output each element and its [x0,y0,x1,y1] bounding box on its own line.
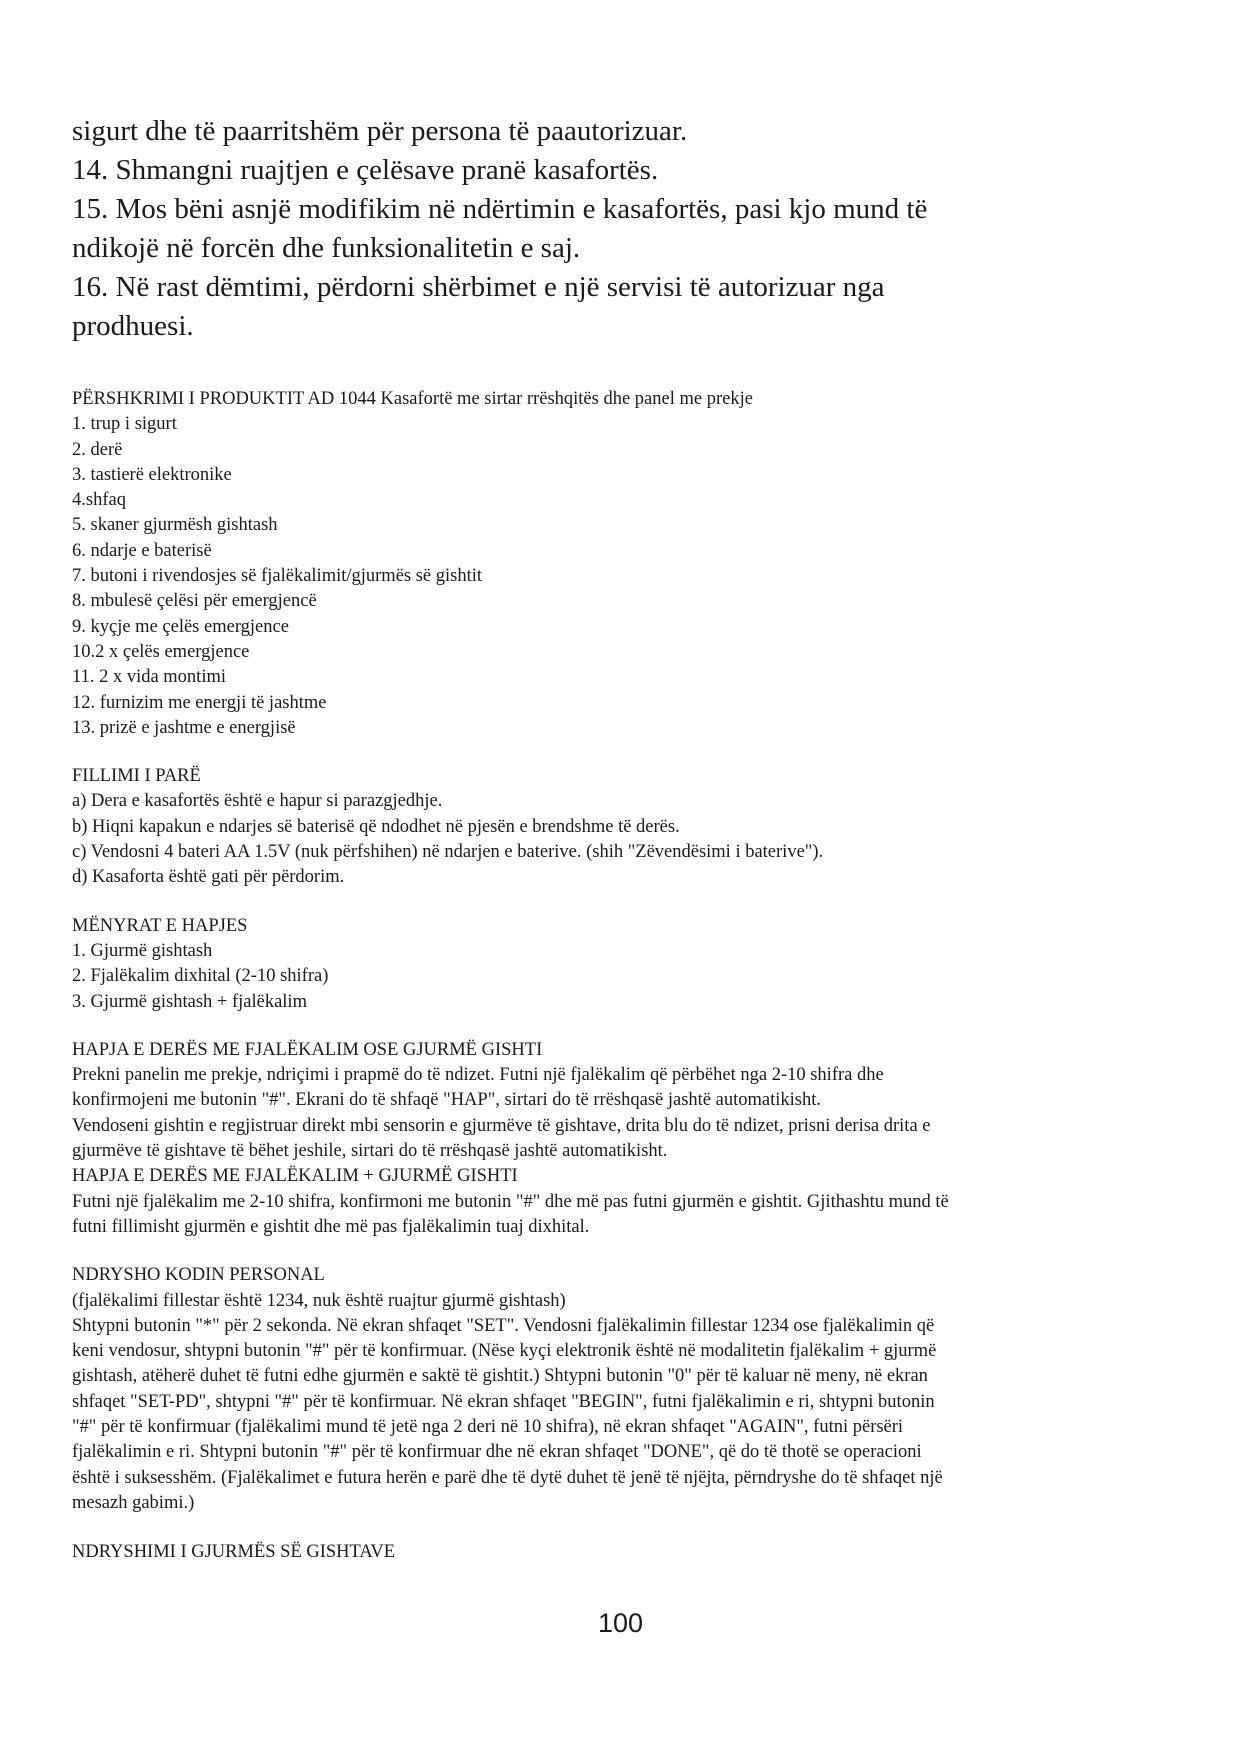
open-password-and-fingerprint-section [72,1164,1182,1240]
intro-line: 16. Në rast dëmtimi, përdorni shërbimet e një servisi të autorizuar nga [72,271,885,303]
list-item: 11. 2 x vida montimi [72,667,226,688]
paragraph-line: shfaqet "SET-PD", shtypni "#" për të konfirmuar. Në ekran shfaqet "BEGIN", futni fjalëkalimin e ri, shtypni butonin [72,1391,935,1412]
list-item: 13. prizë e jashtme e energjisë [72,717,296,738]
intro-line: ndikojë në forcën dhe funksionalitetin e saj. [72,232,581,264]
page-number: 100 [597,1608,644,1638]
product-description-section [72,387,1182,741]
paragraph-line: keni vendosur, shtypni butonin "#" për të konfirmuar. (Nëse kyçi elektronik është në modalitetin fjalëkalim + gjurmë [72,1341,937,1362]
list-item: 7. butoni i rivendosjes së fjalëkalimit/gjurmës së gishtit [72,566,483,587]
paragraph-line: Futni një fjalëkalim me 2-10 shifra, konfirmoni me butonin "#" dhe më pas futni gjurmën e gishtit. Gjithashtu mund të [72,1191,949,1212]
list-item: 1. Gjurmë gishtash [72,940,213,961]
paragraph-line: Prekni panelin me prekje, ndriçimi i prapmë do të ndizet. Futni një fjalëkalim që përbëhet nga 2-10 shifra dhe [72,1065,884,1086]
paragraph-line: "#" për të konfirmuar (fjalëkalimi mund të jetë nga 2 deri në 10 shifra), në ekran shfaqet "AGAIN", futni përsëri [72,1416,904,1437]
section-subheading: (fjalëkalimi fillestar është 1234, nuk është ruajtur gjurmë gishtash) [72,1290,566,1311]
section-heading: FILLIMI I PARË [72,766,201,787]
list-item: d) Kasaforta është gati për përdorim. [72,867,345,888]
intro-line: prodhuesi. [72,310,194,342]
list-item: 6. ndarje e baterisë [72,540,212,561]
list-item: 8. mbulesë çelësi për emergjencë [72,591,317,612]
intro-line: 15. Mos bëni asnjë modifikim në ndërtimin e kasafortës, pasi kjo mund të [72,193,928,225]
list-item: 12. furnizim me energji të jashtme [72,692,327,713]
first-use-section [72,764,1182,890]
list-item: 2. Fjalëkalim dixhital (2-10 shifra) [72,966,329,987]
paragraph-line: konfirmojeni me butonin "#". Ekrani do të shfaqë "HAP", sirtari do të rrëshqasë jashtë automatikisht. [72,1090,821,1111]
paragraph-line: është i suksesshëm. (Fjalëkalimet e futura herën e parë dhe të dytë duhet të jenë të njëjta, përndryshe do të shfaqet një [72,1467,943,1488]
section-heading: NDRYSHIMI I GJURMËS SË GISHTAVE [72,1542,395,1563]
list-item: 10.2 x çelës emergjence [72,641,250,662]
open-password-or-fingerprint-section [72,1038,1182,1164]
list-item: 4.shfaq [72,490,126,511]
section-heading: NDRYSHO KODIN PERSONAL [72,1265,325,1286]
section-heading: PËRSHKRIMI I PRODUKTIT AD 1044 Kasafortë me sirtar rrëshqitës dhe panel me prekje [72,389,753,409]
paragraph-line: Vendoseni gishtin e regjistruar direkt mbi sensorin e gjurmëve të gishtave, drita blu do të ndizet, prisni derisa drita e [72,1115,931,1136]
list-item: 5. skaner gjurmësh gishtash [72,515,278,536]
paragraph-line: gishtash, atëherë duhet të futni edhe gjurmën e saktë të gishtit.) Shtypni butonin "0" për të kaluar në meny, në ekran [72,1366,928,1387]
intro-line: 14. Shmangni ruajtjen e çelësave pranë kasafortës. [72,154,659,186]
paragraph-line: gjurmëve të gishtave të bëhet jeshile, sirtari do të rrëshqasë jashtë automatikisht. [72,1141,668,1162]
paragraph-line: mesazh gabimi.) [72,1492,195,1513]
list-item: 3. tastierë elektronike [72,464,232,485]
list-item: 9. kyçje me çelës emergjence [72,616,289,637]
section-heading: MËNYRAT E HAPJES [72,915,248,936]
change-code-section [72,1263,1182,1516]
opening-modes-section [72,914,1182,1015]
section-heading: HAPJA E DERËS ME FJALËKALIM + GJURMË GISHTI [72,1166,518,1187]
list-item: 1. trup i sigurt [72,414,177,435]
section-heading: HAPJA E DERËS ME FJALËKALIM OSE GJURMË GISHTI [72,1039,543,1060]
paragraph-line: Shtypni butonin "*" për 2 sekonda. Në ekran shfaqet "SET". Vendosni fjalëkalimin fillestar 1234 ose fjalëkalimin që [72,1315,935,1336]
list-item: a) Dera e kasafortës është e hapur si parazgjedhje. [72,791,443,812]
list-item: c) Vendosni 4 bateri AA 1.5V (nuk përfshihen) në ndarjen e baterive. (shih "Zëvendësimi i baterive"). [72,842,824,863]
list-item: 3. Gjurmë gishtash + fjalëkalim [72,991,307,1012]
change-fingerprint-section [72,1540,1182,1565]
intro-text [72,112,1192,346]
paragraph-line: fjalëkalimin e ri. Shtypni butonin "#" për të konfirmuar dhe në ekran shfaqet "DONE", që do të thotë se operacioni [72,1442,922,1463]
list-item: b) Hiqni kapakun e ndarjes së baterisë që ndodhet në pjesën e brendshme të derës. [72,816,680,837]
list-item: 2. derë [72,439,123,460]
paragraph-line: futni fillimisht gjurmën e gishtit dhe më pas fjalëkalimin tuaj dixhital. [72,1216,590,1237]
intro-line: sigurt dhe të paarritshëm për persona të paautorizuar. [72,115,688,147]
document-body [72,387,1182,1565]
